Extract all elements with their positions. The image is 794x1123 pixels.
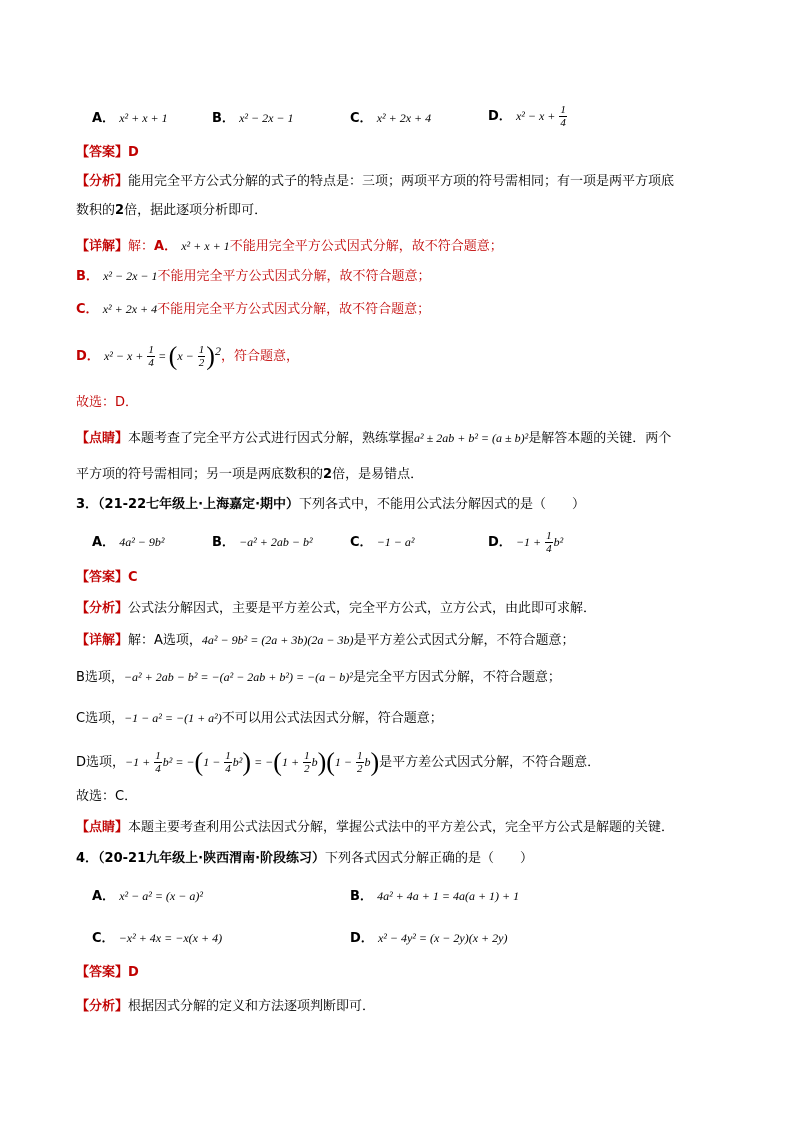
fraction: $\frac{1}{4}$	[560, 104, 566, 129]
q3-analysis: 【分析】公式法分解因式，主要是平方差公式，完全平方公式，立方公式，由此即可求解．	[76, 601, 597, 616]
fraction: $\frac{1}{4}$	[546, 530, 552, 555]
question-text: 下列各式中，不能用公式法分解因式的是（ ）	[299, 497, 586, 512]
q2-detail-b: B． x² − 2x − 1不能用完全平方公式因式分解，故不符合题意；	[76, 269, 431, 284]
question-number: 4．	[76, 851, 99, 866]
q3-option-d: D． −1 + $\frac{1}{4}$ b²	[488, 530, 564, 555]
q2-comment-line2: 平方项的符号需相同；另一项是两底数积的2倍，是易错点．	[76, 467, 424, 482]
q4-option-c: C． −x² + 4x = −x(x + 4)	[92, 931, 223, 946]
q2-option-d	[488, 104, 568, 129]
detail-tag: 【详解】	[76, 239, 129, 254]
q3-stem	[76, 495, 585, 515]
q2-choose: 故选：D．	[76, 395, 139, 410]
comment-tag: 【点睛】	[76, 431, 129, 446]
option-label: A．	[92, 111, 116, 126]
q2-option-a	[92, 108, 168, 129]
option-expr: x² + x + 1	[119, 111, 168, 125]
q2-option-b	[212, 108, 294, 129]
option-expr: x² + 2x + 4	[376, 111, 432, 125]
q4-option-a: A． x² − a² = (x − a)²	[92, 889, 203, 904]
q3-option-a: A． 4a² − 9b²	[92, 535, 165, 550]
q3-option-c: C． −1 − a²	[350, 535, 415, 550]
analysis-text: 能用完全平方公式分解的式子的特点是：三项；两项平方项的符号需相同；有一项是两平方项底	[128, 174, 675, 189]
question-number: 3．	[76, 497, 99, 512]
question-source: （20-21九年级上·陕西渭南·阶段练习）	[98, 851, 326, 866]
fraction: $\frac{1}{4}$	[225, 750, 231, 775]
option-label: D．	[488, 109, 512, 124]
option-expr: x² − 2x − 1	[239, 111, 294, 125]
fraction: $\frac{1}{2}$	[357, 750, 363, 775]
option-label: B．	[212, 111, 235, 126]
q4-answer: 【答案】D	[76, 965, 139, 980]
q2-answer	[76, 143, 139, 163]
q2-comment: 【点睛】本题考查了完全平方公式进行因式分解，熟练掌握a² ± 2ab + b² = (a ± b)²是解答本题的关键．两个	[76, 431, 672, 446]
q2-detail-d: D． x² − x + $\frac{1}{4}$ = (x − $\frac{1}{2}$ )$^2$，符合题意，	[76, 341, 299, 371]
q3-comment: 【点睛】本题主要考查利用公式法因式分解，掌握公式法中的平方差公式，完全平方公式是解题的关键．	[76, 820, 675, 835]
q3-choose: 故选：C．	[76, 789, 138, 804]
q4-option-b: B． 4a² + 4a + 1 = 4a(a + 1) + 1	[350, 889, 520, 904]
option-expr: x² − x +	[515, 109, 559, 123]
fraction: $\frac{1}{2}$	[198, 344, 205, 369]
q3-detail-a: 【详解】解：A选项，4a² − 9b² = (2a + 3b)(2a − 3b)是平方差公式因式分解，不符合题意；	[76, 633, 575, 648]
q3-answer: 【答案】C	[76, 570, 138, 585]
q2-option-c	[350, 108, 431, 129]
q4-option-d: D． x² − 4y² = (x − 2y)(x + 2y)	[350, 931, 508, 946]
fraction: $\frac{1}{2}$	[304, 750, 310, 775]
answer-value: D	[128, 145, 139, 160]
q4-analysis: 【分析】根据因式分解的定义和方法逐项判断即可．	[76, 999, 376, 1014]
question-source: （21-22七年级上·上海嘉定·期中）	[98, 497, 300, 512]
q3-detail-c: C选项，−1 − a² = −(1 + a²)不可以用公式法因式分解，符合题意；	[76, 711, 443, 726]
fraction: $\frac{1}{4}$	[148, 344, 154, 369]
q2-analysis	[76, 172, 674, 192]
q2-detail-a: 【详解】解：A． x² + x + 1不能用完全平方公式因式分解，故不符合题意；	[76, 239, 503, 254]
q3-option-b: B． −a² + 2ab − b²	[212, 535, 313, 550]
question-text: 下列各式因式分解正确的是（ ）	[325, 851, 534, 866]
answer-tag: 【答案】	[76, 145, 129, 160]
analysis-tag: 【分析】	[76, 174, 129, 189]
q4-stem	[76, 849, 533, 869]
option-label: C．	[350, 111, 373, 126]
q3-detail-d: D选项，−1 + $\frac{1}{4}$ b² = −(1 − $\frac{1}{4}$ b²) = −(1 + $\frac{1}{2}$ b)(1 − $\frac{1}{2}$ b)是平方差公式因式分解，不符合题意．	[76, 747, 601, 777]
fraction: $\frac{1}{4}$	[155, 750, 161, 775]
q2-detail-c: C． x² + 2x + 4不能用完全平方公式因式分解，故不符合题意；	[76, 302, 431, 317]
q3-detail-b: B选项，−a² + 2ab − b² = −(a² − 2ab + b²) = −(a − b)²是完全平方因式分解，不符合题意；	[76, 670, 561, 685]
q2-analysis-line2: 数积的2倍，据此逐项分析即可．	[76, 203, 268, 218]
